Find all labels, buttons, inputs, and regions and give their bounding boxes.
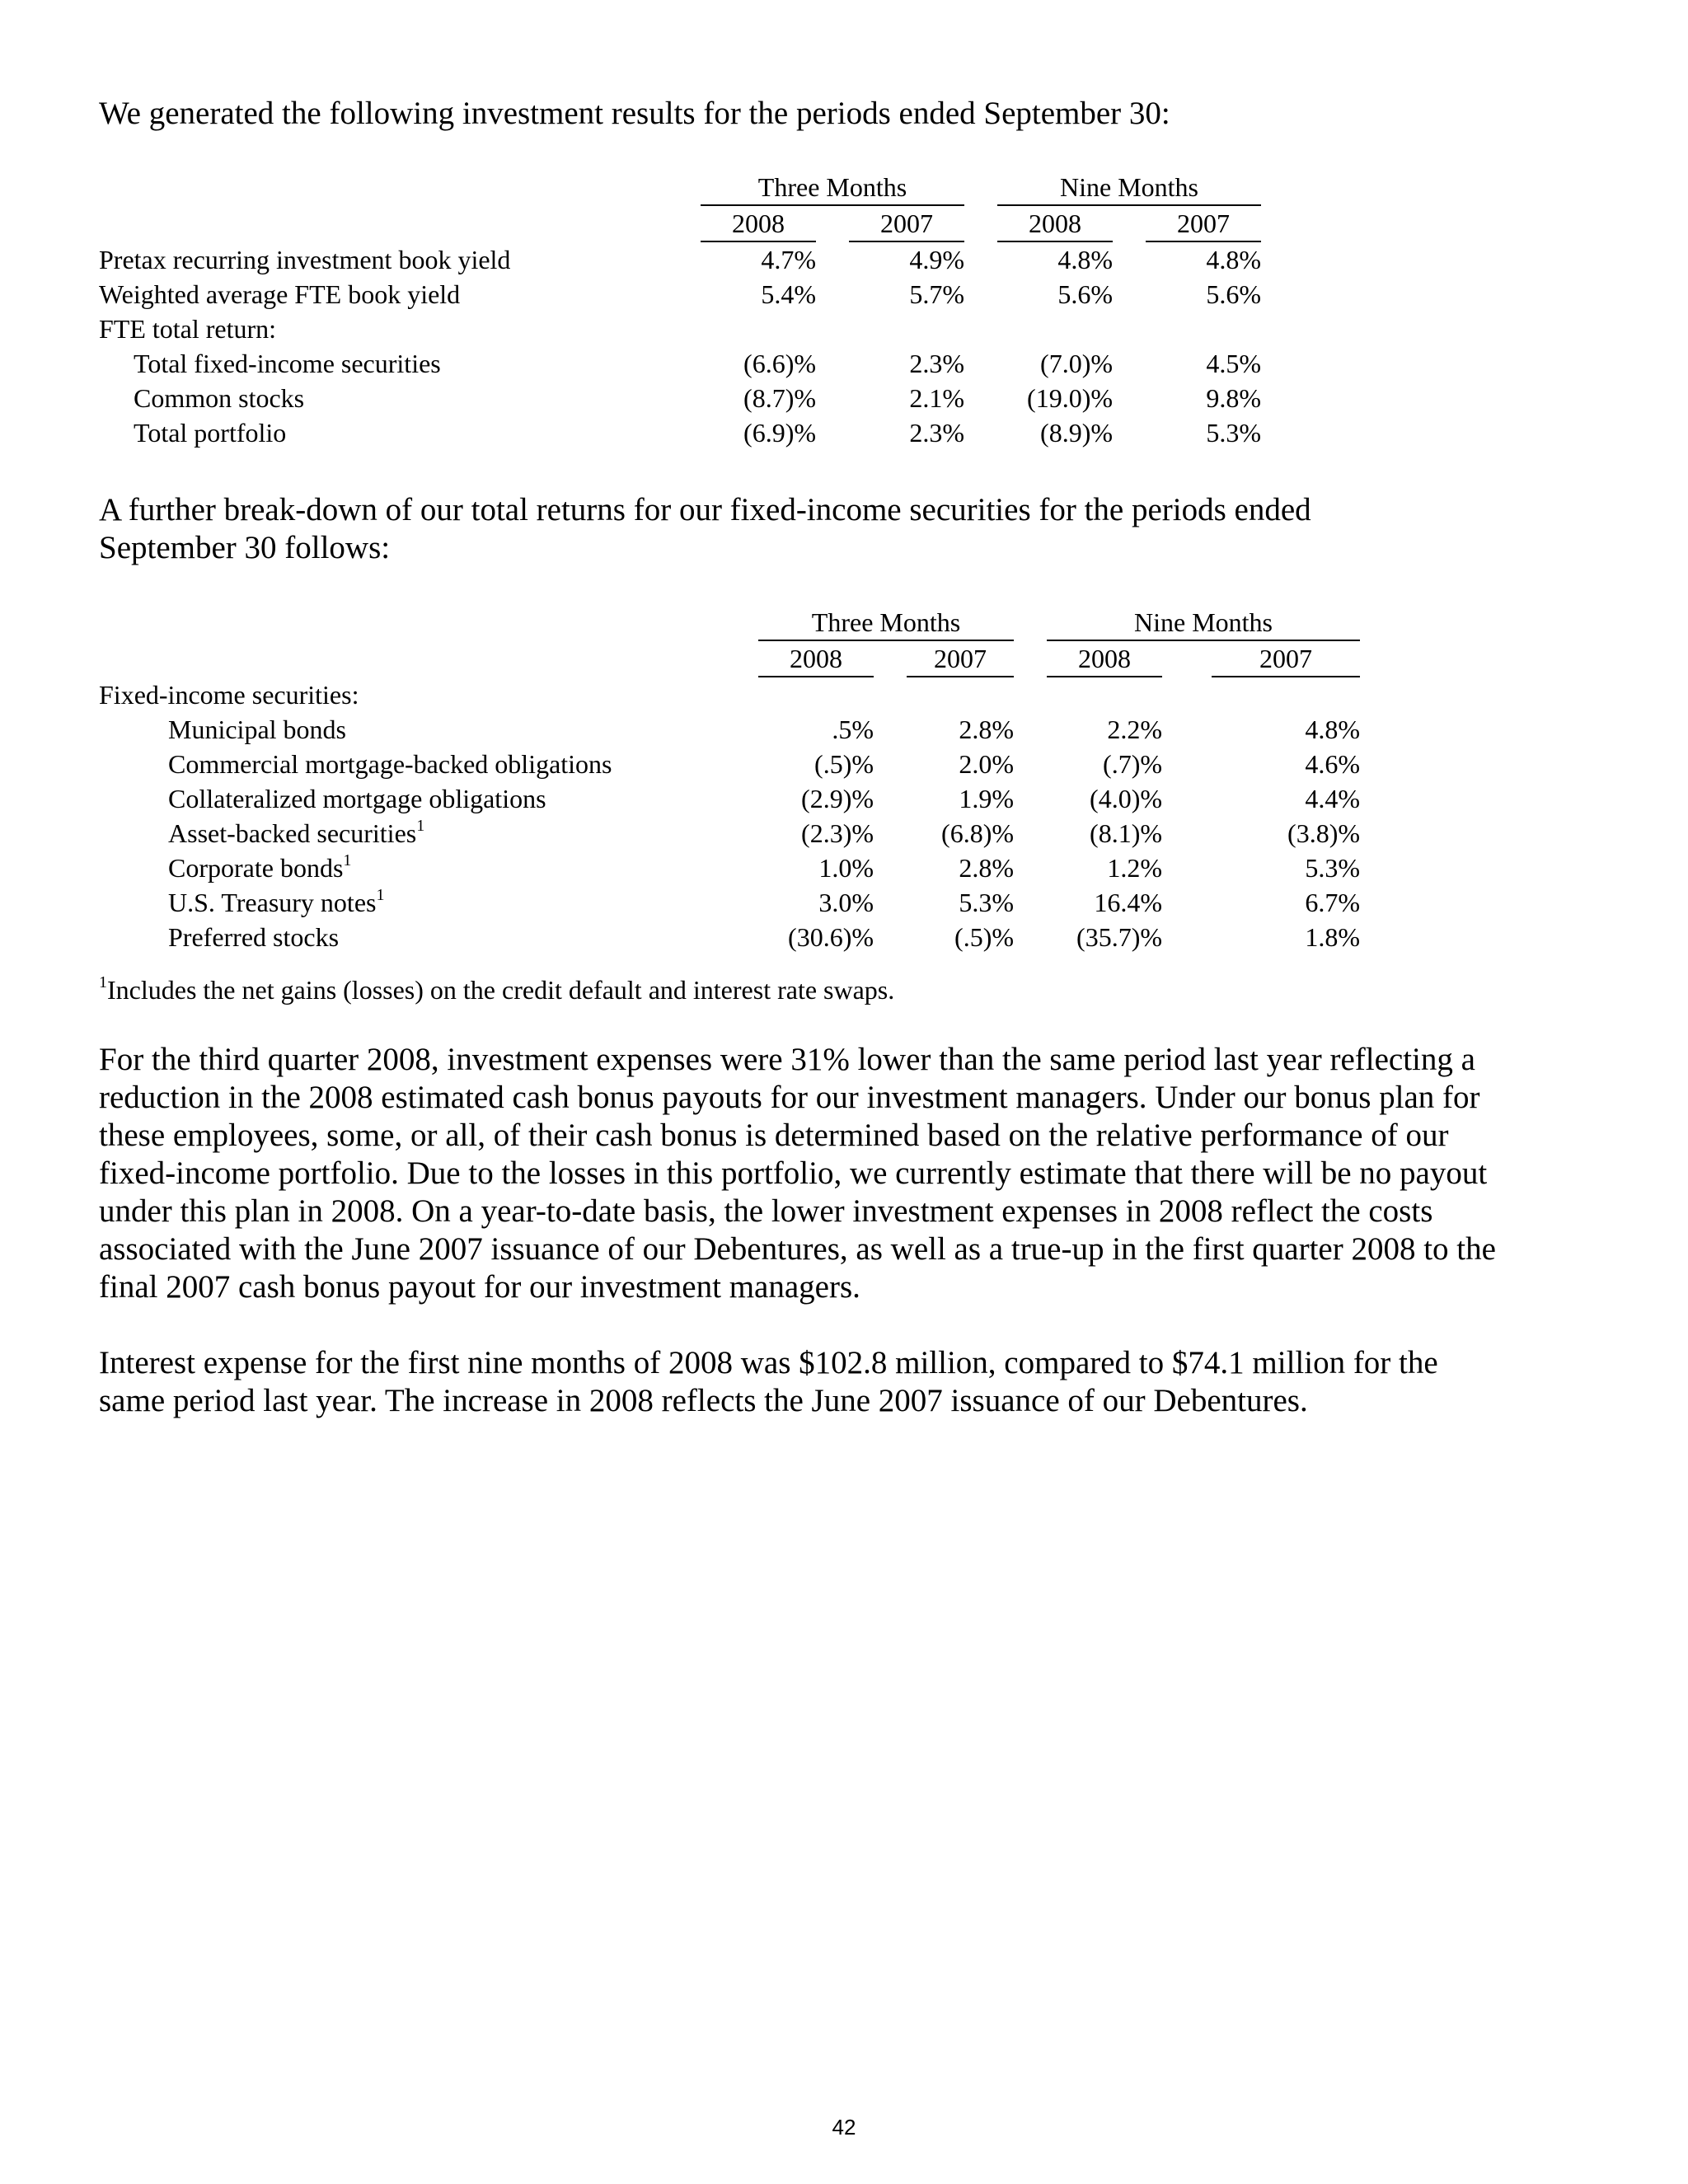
group-header-three-months: Three Months: [758, 605, 1014, 640]
group-header-three-months: Three Months: [701, 170, 964, 205]
table-row: [99, 312, 1261, 346]
cell-value: (35.7)%: [1076, 922, 1162, 952]
table-row: [99, 277, 1261, 312]
cell-value: 16.4%: [1094, 888, 1162, 917]
investment-results-table: [99, 170, 1261, 450]
cell-value: .5%: [832, 715, 874, 744]
cell-value: (.5)%: [954, 922, 1014, 952]
year-header: 2008: [1047, 640, 1162, 677]
cell-value: (.5)%: [814, 749, 874, 779]
table-row: [99, 415, 1261, 450]
year-header: 2007: [1212, 640, 1360, 677]
page-number: 42: [832, 2115, 856, 2139]
row-label: Common stocks: [134, 383, 305, 413]
cell-value: (19.0)%: [1027, 383, 1113, 413]
table-row: [99, 346, 1261, 381]
year-header: 2008: [997, 205, 1113, 241]
cell-value: 5.6%: [1206, 279, 1261, 309]
row-label: Municipal bonds: [168, 715, 346, 744]
year-header: 2008: [758, 640, 874, 677]
cell-value: 9.8%: [1206, 383, 1261, 413]
cell-value: (2.3)%: [801, 818, 874, 848]
table-row: [99, 381, 1261, 415]
year-header: 2008: [701, 205, 816, 241]
year-header: 2007: [907, 640, 1014, 677]
cell-value: (6.9)%: [743, 418, 816, 448]
cell-value: 4.8%: [1305, 715, 1360, 744]
row-label: Corporate bonds$^1$: [168, 851, 352, 883]
paragraph-investment-expenses: For the third quarter 2008, investment expenses were 31% lower than the same period last year reflecting a reduction in the 2008 estimated cash bonus payouts for our investment managers. Under our bonus plan for these employees, some, or all, of their cash bonus is determined based on the relative performance of our fixed-income portfolio. Due to the losses in this portfolio, we currently estimate that there will be no payout under this plan in 2008. On a year-to-date basis, the lower investment expenses in 2008 reflect the costs associated with the June 2007 issuance of our Debentures, as well as a true-up in the first quarter 2008 to the final 2007 cash bonus payout for our investment managers.: [99, 1042, 1496, 1305]
cell-value: 2.3%: [909, 349, 964, 378]
footnote-text: Includes the net gains (losses) on the credit default and interest rate swaps.: [107, 975, 895, 1005]
cell-value: 1.0%: [818, 853, 874, 883]
cell-value: 2.8%: [959, 853, 1014, 883]
cell-value: (30.6)%: [788, 922, 874, 952]
cell-value: 4.9%: [909, 245, 964, 274]
row-label: U.S. Treasury notes$^1$: [168, 886, 385, 917]
table-row: [99, 851, 1360, 885]
table-row: [99, 885, 1360, 920]
cell-value: 5.4%: [761, 279, 816, 309]
cell-value: 4.4%: [1305, 784, 1360, 813]
cell-value: 2.2%: [1107, 715, 1162, 744]
year-header: 2007: [849, 205, 964, 241]
cell-value: 3.0%: [818, 888, 874, 917]
table-row: [99, 781, 1360, 816]
cell-value: 5.3%: [959, 888, 1014, 917]
row-label: Total fixed-income securities: [134, 349, 441, 378]
row-label: Total portfolio: [134, 418, 287, 448]
cell-value: 2.0%: [959, 749, 1014, 779]
row-label: FTE total return:: [99, 314, 277, 344]
table-row: [99, 241, 1261, 277]
cell-value: (8.7)%: [743, 383, 816, 413]
footnote: [99, 972, 1500, 1007]
cell-value: (7.0)%: [1040, 349, 1113, 378]
cell-value: 5.7%: [909, 279, 964, 309]
year-header: 2007: [1146, 205, 1261, 241]
row-label: Collateralized mortgage obligations: [168, 784, 546, 813]
fixed-income-returns-table: [99, 605, 1360, 954]
cell-value: (2.9)%: [801, 784, 874, 813]
table-row: [99, 712, 1360, 747]
cell-value: 5.6%: [1057, 279, 1113, 309]
cell-value: 4.8%: [1206, 245, 1261, 274]
cell-value: 4.6%: [1305, 749, 1360, 779]
cell-value: (6.6)%: [743, 349, 816, 378]
row-label: Asset-backed securities$^1$: [168, 817, 425, 848]
row-label: Preferred stocks: [168, 922, 340, 952]
cell-value: 4.5%: [1206, 349, 1261, 378]
cell-value: 2.8%: [959, 715, 1014, 744]
cell-value: 5.3%: [1305, 853, 1360, 883]
section-label: Fixed-income securities:: [99, 680, 359, 710]
row-label: Pretax recurring investment book yield: [99, 245, 511, 274]
table-row: [99, 816, 1360, 851]
cell-value: (8.1)%: [1090, 818, 1162, 848]
table-row: [99, 920, 1360, 954]
cell-value: 6.7%: [1305, 888, 1360, 917]
intro2-text: A further break-down of our total returns for our fixed-income securities for the periods ended September 30 follows:: [99, 492, 1311, 565]
group-header-nine-months: Nine Months: [1047, 605, 1360, 640]
cell-value: (8.9)%: [1040, 418, 1113, 448]
intro-text: We generated the following investment results for the periods ended September 30:: [99, 96, 1170, 131]
cell-value: 4.7%: [761, 245, 816, 274]
paragraph-interest-expense: Interest expense for the first nine months of 2008 was $102.8 million, compared to $74.1 million for the same period last year. The increase in 2008 reflects the June 2007 issuance of our Debentures.: [99, 1345, 1438, 1418]
row-label: Commercial mortgage-backed obligations: [168, 749, 612, 779]
cell-value: 2.3%: [909, 418, 964, 448]
cell-value: 1.8%: [1305, 922, 1360, 952]
cell-value: (.7)%: [1103, 749, 1162, 779]
table-row: [99, 747, 1360, 781]
cell-value: (6.8)%: [941, 818, 1014, 848]
row-label: Weighted average FTE book yield: [99, 279, 461, 309]
cell-value: (4.0)%: [1090, 784, 1162, 813]
cell-value: 5.3%: [1206, 418, 1261, 448]
group-header-nine-months: Nine Months: [997, 170, 1261, 205]
cell-value: (3.8)%: [1287, 818, 1360, 848]
footnote-marker: 1: [99, 973, 107, 991]
cell-value: 1.9%: [959, 784, 1014, 813]
cell-value: 1.2%: [1107, 853, 1162, 883]
cell-value: 2.1%: [909, 383, 964, 413]
cell-value: 4.8%: [1057, 245, 1113, 274]
